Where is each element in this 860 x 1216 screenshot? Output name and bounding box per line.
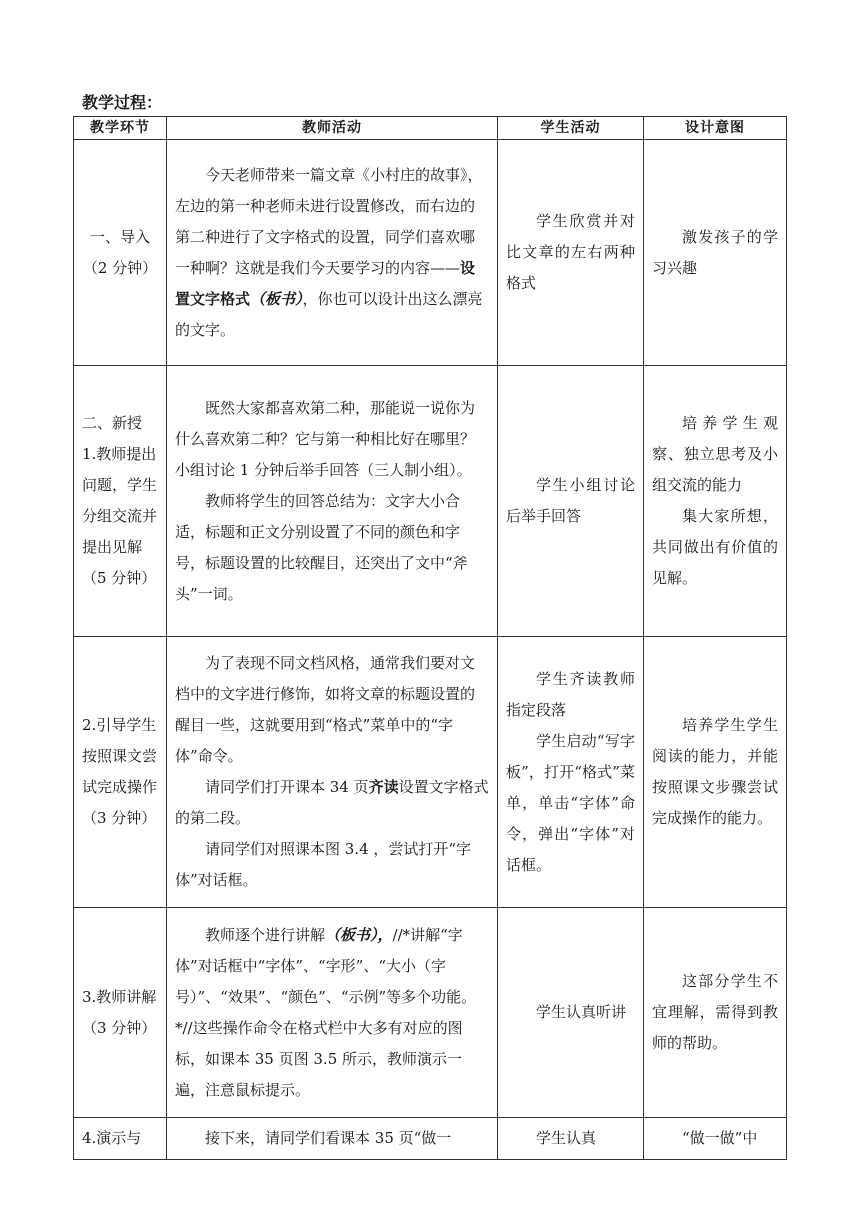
table-row xyxy=(74,366,787,637)
column-header-stage: 教学环节 xyxy=(74,117,167,140)
stage-title: 4.演示与 xyxy=(82,1129,142,1147)
teacher-paragraph: 请同学们打开课本 34 页齐读设置文字格式的第二段。 xyxy=(175,778,489,827)
teaching-process-table xyxy=(73,116,787,1160)
stage-duration: （2 分钟） xyxy=(82,258,158,277)
table-row xyxy=(74,140,787,366)
student-paragraph: 学生认真 xyxy=(536,1129,597,1147)
table-row xyxy=(74,1118,787,1160)
stage-cell xyxy=(74,140,167,366)
table-row xyxy=(74,637,787,908)
teacher-activity-cell xyxy=(167,637,498,908)
stage-cell xyxy=(74,908,167,1118)
column-header-teacher: 教师活动 xyxy=(167,117,498,140)
design-paragraph: 培养学生观察、独立思考及小组交流的能力 xyxy=(652,414,778,494)
design-paragraph: “做一做”中 xyxy=(682,1129,758,1147)
stage-cell xyxy=(74,366,167,637)
section-heading: 教学过程： xyxy=(82,93,163,112)
student-paragraph: 学生齐读教师指定段落 xyxy=(506,669,635,719)
stage-subtitle: 1.教师提出问题，学生分组交流并提出见解（5 分钟） xyxy=(82,445,158,587)
design-intent-cell xyxy=(644,140,787,366)
teacher-paragraph: 教师逐个进行讲解（板书），//*讲解“字体”对话框中“字体”、“字形”、“大小（字号）”、“效果”、“颜色”、“示例”等多个功能。*//这些操作命令在格式栏中大多有对应的图标，如课本 35 页图 3.5 所示，教师演示一遍，注意鼠标提示。 xyxy=(175,925,477,1099)
stage-title: 3.教师讲解（3 分钟） xyxy=(82,987,157,1037)
teacher-paragraph: 请同学们对照课本图 3.4 ，尝试打开“字体”对话框。 xyxy=(175,840,472,889)
teacher-activity-cell xyxy=(167,140,498,366)
design-intent-cell xyxy=(644,366,787,637)
student-paragraph: 学生启动“写字板”，打开“格式”菜单，单击“字体”命令，弹出“字体”对话框。 xyxy=(506,731,635,874)
teacher-paragraph: 接下来，请同学们看课本 35 页“做一 xyxy=(205,1129,452,1147)
teacher-paragraph: 为了表现不同文档风格，通常我们要对文档中的文字进行修饰，如将文章的标题设置的醒目一些，这就要用到“格式”菜单中的“字体”命令。 xyxy=(175,654,476,765)
stage-title: 2.引导学生按照课文尝试完成操作（3 分钟） xyxy=(82,716,158,827)
column-header-student: 学生活动 xyxy=(498,117,644,140)
design-paragraph: 激发孩子的学习兴趣 xyxy=(652,227,778,277)
student-paragraph: 学生认真听讲 xyxy=(536,1003,627,1021)
teacher-paragraph: 今天老师带来一篇文章《小村庄的故事》，左边的第一种老师未进行设置修改，而右边的第二种进行了文字格式的设置，同学们喜欢哪一种啊？这就是我们今天要学习的内容——设置文字格式（板书），你也可以设计出这么漂亮的文字。 xyxy=(175,165,483,339)
student-activity-cell xyxy=(498,637,644,908)
student-activity-cell xyxy=(498,140,644,366)
teacher-paragraph: 教师将学生的回答总结为：文字大小合适，标题和正文分别设置了不同的颜色和字号，标题设置的比较醒目，还突出了文中“斧头”一词。 xyxy=(175,491,468,603)
student-paragraph: 学生小组讨论后举手回答 xyxy=(506,476,635,525)
design-intent-cell xyxy=(644,1118,787,1160)
student-activity-cell xyxy=(498,908,644,1118)
teacher-activity-cell xyxy=(167,366,498,637)
design-intent-cell xyxy=(644,637,787,908)
teacher-paragraph: 既然大家都喜欢第二种，那能说一说你为什么喜欢第二种？它与第一种相比好在哪里？小组讨论 1 分钟后举手回答（三人制小组）。 xyxy=(175,398,476,479)
student-activity-cell xyxy=(498,1118,644,1160)
design-intent-cell xyxy=(644,908,787,1118)
student-paragraph: 学生欣赏并对比文章的左右两种格式 xyxy=(506,212,635,292)
student-activity-cell xyxy=(498,366,644,637)
teacher-activity-cell xyxy=(167,1118,498,1160)
table-row xyxy=(74,908,787,1118)
column-header-design: 设计意图 xyxy=(644,117,787,140)
stage-title: 一、导入 xyxy=(89,227,150,246)
table-header-row xyxy=(74,117,787,140)
stage-cell xyxy=(74,1118,167,1160)
design-paragraph: 集大家所想，共同做出有价值的见解。 xyxy=(652,507,778,587)
stage-title: 二、新授 xyxy=(82,414,143,432)
stage-cell xyxy=(74,637,167,908)
design-paragraph: 培养学生学生阅读的能力，并能按照课文步骤尝试完成操作的能力。 xyxy=(652,716,778,827)
teacher-activity-cell xyxy=(167,908,498,1118)
design-paragraph: 这部分学生不宜理解，需得到教师的帮助。 xyxy=(652,972,778,1052)
